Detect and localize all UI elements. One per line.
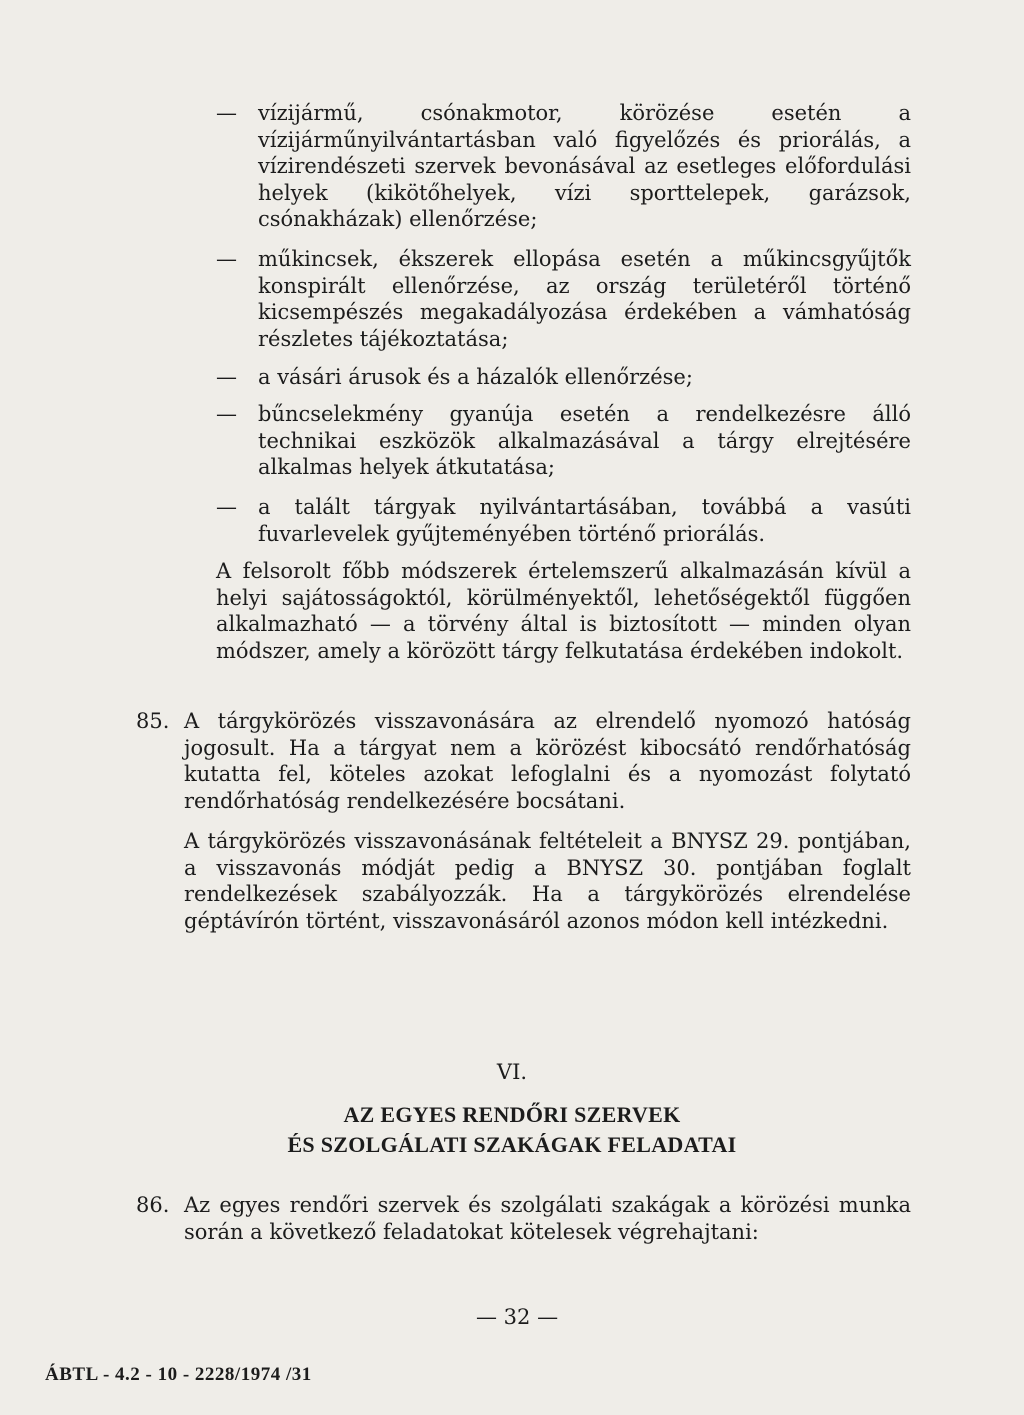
page-number: — 32 — [476,1305,559,1329]
paragraph-methods: A felsorolt főbb módszerek értelemszerű alkalmazásán kívül a helyi sajátosságoktól, körülményektől, lehetőségektől függően alkalmazható — a törvény által is biztosított — minden olyan módszer, amely a körözött tárgy felkutatása érdekében indokolt. [216,559,911,663]
list-item-vendors [216,364,911,391]
section-86 [136,1192,911,1245]
list-item-text: a vásári árusok és a házalók ellenőrzése; [258,365,693,389]
list-item-text: műkincsek, ékszerek ellopása esetén a műkincsgyűjtők konspirált ellenőrzése, az ország területéről történő kicsempészés megakadályozása érdekében a vámhatóság részletes tájékoztatása; [258,247,911,351]
list-dash: — [216,402,237,426]
section-number: 85. [136,709,170,733]
list-item-text: vízijármű, csónakmotor, körözése esetén a vízijárműnyilvántartásban való figyelőzés és priorálás, a vízirendészeti szervek bevonásával az esetleges előfordulási helyek (kikötőhelyek, vízi sporttelepek, garázsok, csónakházak) ellenőrzése; [258,101,911,231]
list-dash: — [216,365,237,389]
list-item-search [216,401,911,481]
list-item-artworks [216,246,911,352]
list-item-text: bűncselekmény gyanúja esetén a rendelkezésre álló technikai eszközök alkalmazásával a tárgy elrejtésére alkalmas helyek átkutatása; [258,402,911,479]
section-85 [136,708,911,814]
list-item-text: a talált tárgyak nyilvántartásában, továbbá a vasúti fuvarlevelek gyűjteményében történő priorálás. [258,495,911,546]
list-item-watercraft [216,100,911,233]
chapter-title-line1: AZ EGYES RENDŐRI SZERVEK [343,1102,681,1127]
list-item-found-items [216,494,911,547]
list-dash: — [216,101,237,125]
chapter-number: VI. [496,1060,528,1084]
chapter-title-line2: ÉS SZOLGÁLATI SZAKÁGAK FELADATAI [287,1132,737,1157]
section-85-continued: A tárgykörözés visszavonásának feltételeit a BNYSZ 29. pontjában, a visszavonás módját pedig a BNYSZ 30. pontjában foglalt rendelkezések szabályozzák. Ha a tárgykörözés elrendelése géptávírón történt, visszavonásáról azonos módon kell intézkedni. [184,829,911,933]
list-dash: — [216,247,237,271]
list-dash: — [216,495,237,519]
section-text: A tárgykörözés visszavonására az elrendelő nyomozó hatóság jogosult. Ha a tárgyat nem a körözést kibocsátó rendőrhatóság kutatta fel, köteles azokat lefoglalni és a nyomozást folytató rendőrhatóság rendelkezésére bocsátani. [184,709,911,813]
archive-reference: ÁBTL - 4.2 - 10 - 2228/1974 /31 [45,1364,312,1385]
section-number: 86. [136,1193,170,1217]
section-text: Az egyes rendőri szervek és szolgálati szakágak a körözési munka során a következő feladatokat kötelesek végrehajtani: [184,1193,911,1244]
